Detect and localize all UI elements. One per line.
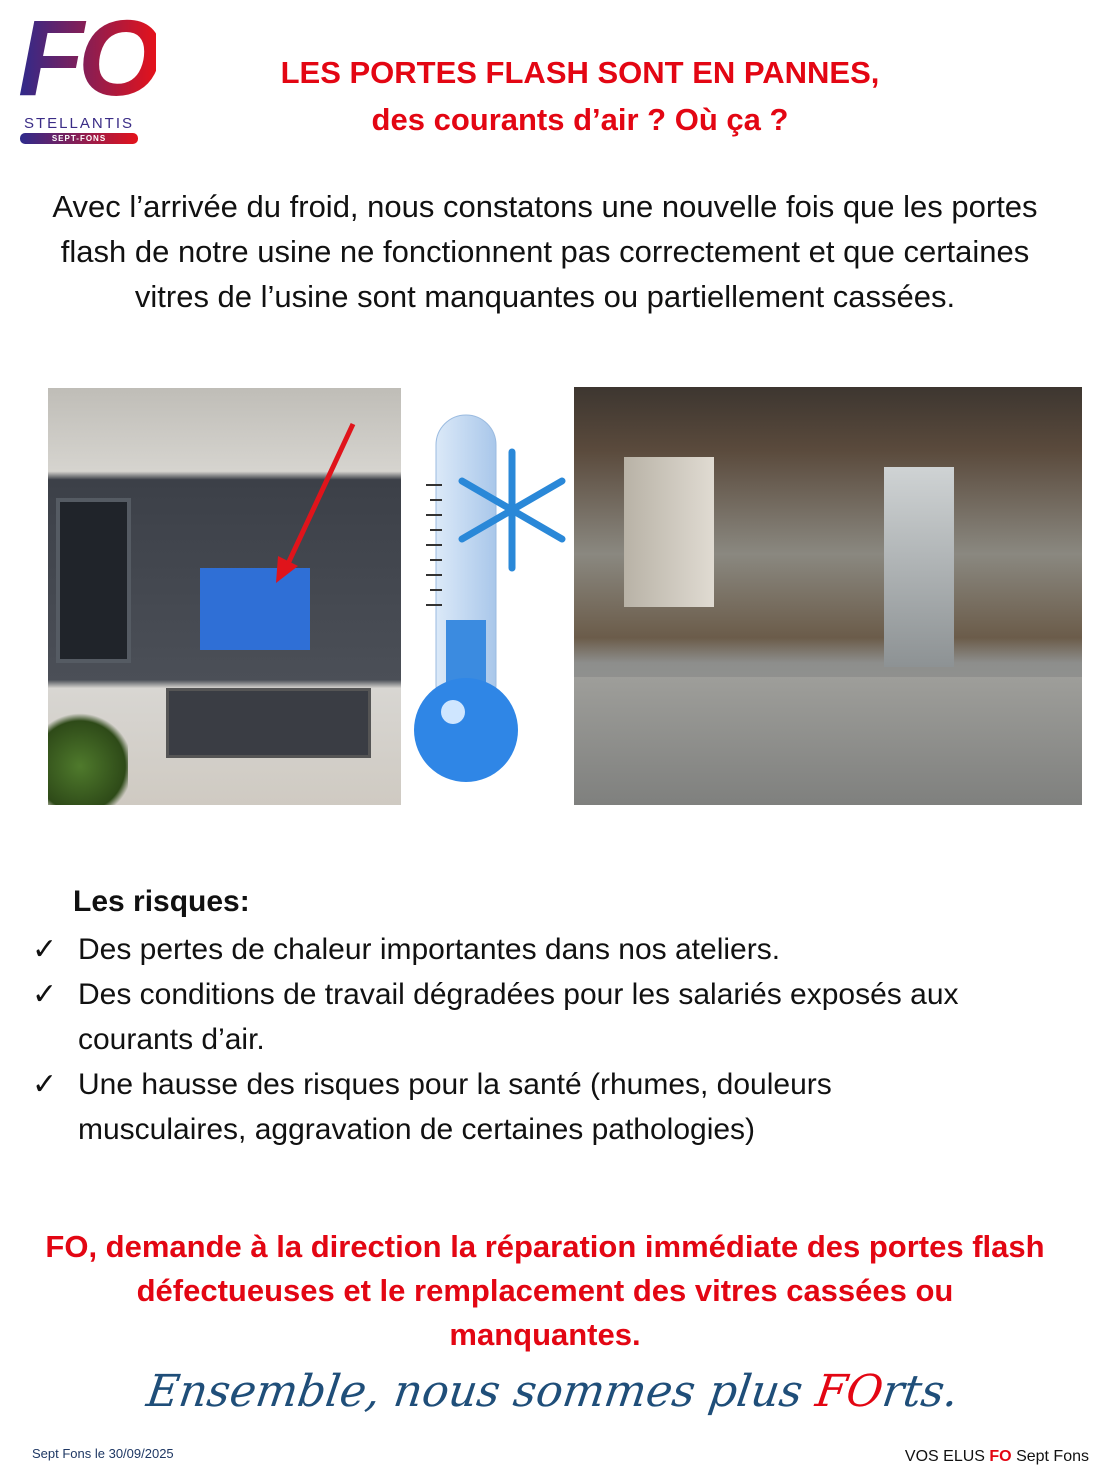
checkmark-icon: ✓ [32, 933, 58, 966]
title-line-1: LES PORTES FLASH SONT EN PANNES, [280, 55, 880, 90]
risks-heading: Les risques: [73, 885, 250, 918]
thermometer-snowflake-icon [408, 400, 576, 790]
intro-paragraph: Avec l’arrivée du froid, nous constatons une nouvelle fois que les portes flash de notre usine ne fonctionnent pas correctement et que certaines vitres de l’usine sont manquantes ou partiellement cassées. [52, 189, 1038, 314]
demand-statement: FO, demande à la direction la réparation immédiate des portes flash défectueuses et le remplacement des vitres cassées ou manquantes. [45, 1229, 1045, 1352]
checkmark-icon: ✓ [32, 1068, 58, 1101]
title-line-2: des courants d’air ? Où ça ? [371, 102, 789, 137]
slogan: Ensemble, nous sommes plus FOrts. [143, 1366, 962, 1417]
footer-signature: VOS ELUS FO Sept Fons [904, 1448, 1089, 1465]
checkmark-icon: ✓ [32, 978, 58, 1011]
fo-stellantis-logo: FO STELLANTIS SEPT-FONS [18, 0, 156, 143]
footer-date: Sept Fons le 30/09/2025 [32, 1446, 174, 1461]
broken-window-photo [48, 388, 401, 805]
factory-open-door-photo [574, 387, 1082, 805]
